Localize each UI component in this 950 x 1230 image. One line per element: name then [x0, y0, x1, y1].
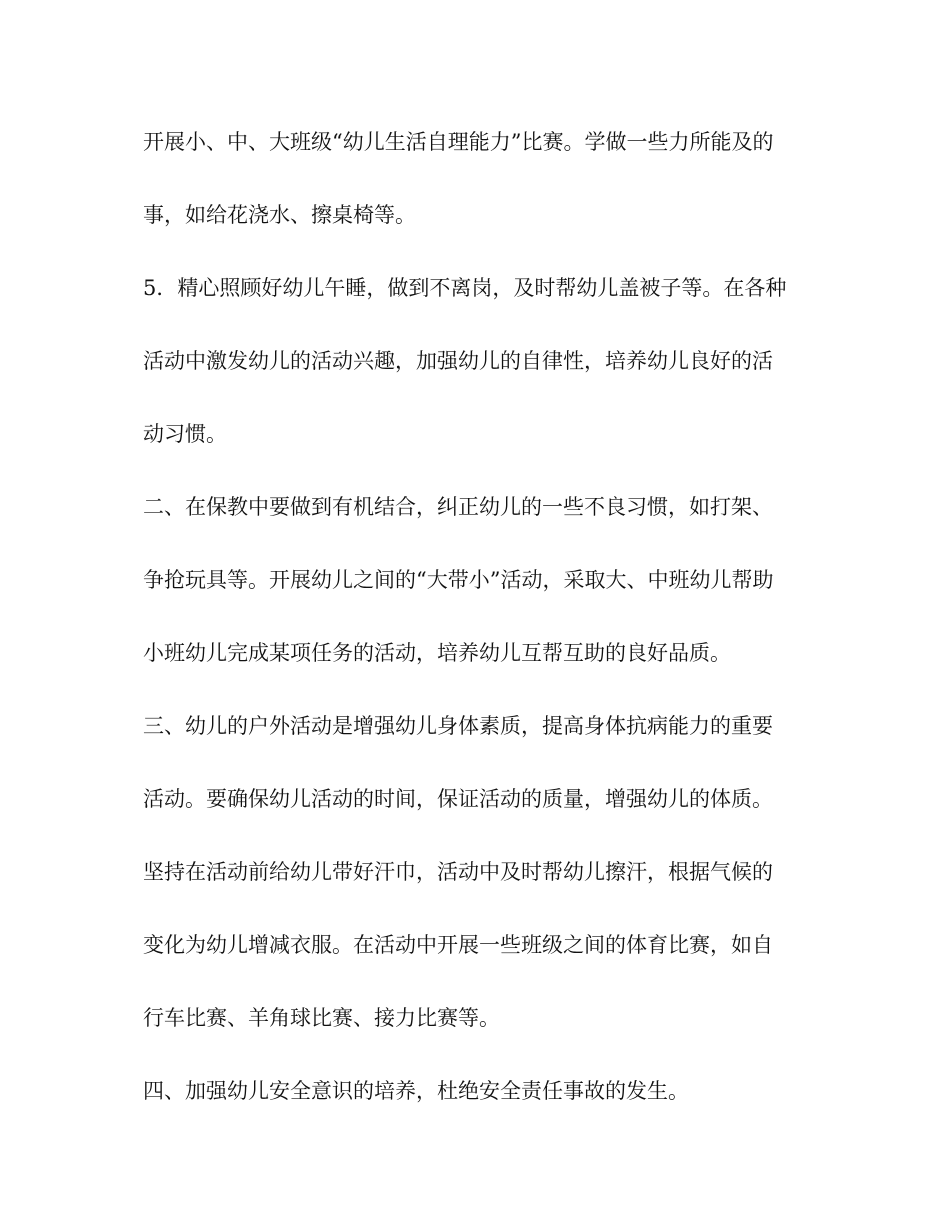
document-body [143, 122, 813, 1144]
text-line: 变化为幼儿增减衣服。在活动中开展一些班级之间的体育比赛，如自 [143, 933, 773, 957]
text-line: 三、幼儿的户外活动是增强幼儿身体素质，提高身体抗病能力的重要 [143, 714, 773, 738]
text-line: 活动。要确保幼儿活动的时间，保证活动的质量，增强幼儿的体质。 [143, 787, 773, 811]
text-line: 5．精心照顾好幼儿午睡，做到不离岗，及时帮幼儿盖被子等。在各种 [143, 276, 787, 300]
text-line: 小班幼儿完成某项任务的活动，培养幼儿互帮互助的良好品质。 [143, 641, 731, 665]
text-line: 二、在保教中要做到有机结合，纠正幼儿的一些不良习惯，如打架、 [143, 495, 773, 519]
text-line: 活动中激发幼儿的活动兴趣，加强幼儿的自律性，培养幼儿良好的活 [143, 349, 773, 373]
text-line: 开展小、中、大班级“幼儿生活自理能力”比赛。学做一些力所能及的 [143, 130, 774, 154]
text-line: 事，如给花浇水、擦桌椅等。 [143, 203, 416, 227]
text-line: 动习惯。 [143, 422, 227, 446]
text-line: 争抢玩具等。开展幼儿之间的“大带小”活动，采取大、中班幼儿帮助 [143, 568, 774, 592]
text-line: 四、加强幼儿安全意识的培养，杜绝安全责任事故的发生。 [143, 1079, 689, 1103]
text-line: 坚持在活动前给幼儿带好汗巾，活动中及时帮幼儿擦汗，根据气候的 [143, 860, 773, 884]
text-line: 行车比赛、羊角球比赛、接力比赛等。 [143, 1006, 500, 1030]
